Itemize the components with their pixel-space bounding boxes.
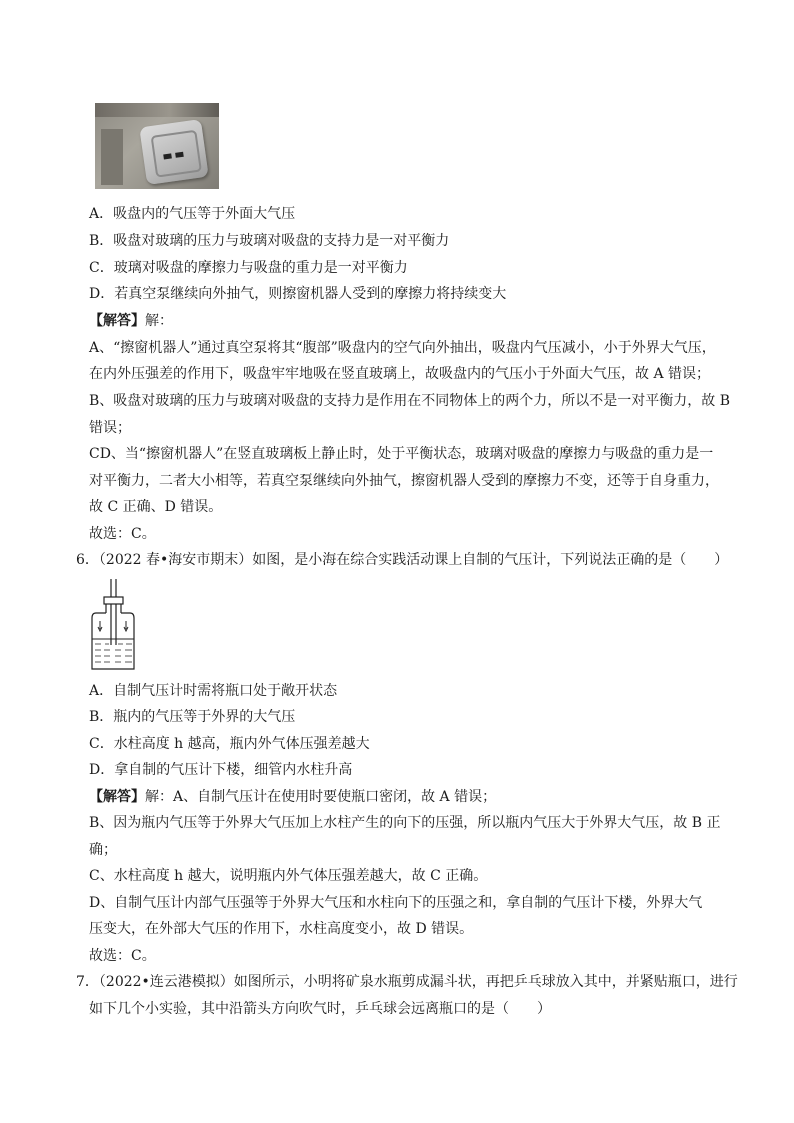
robot-icon	[139, 119, 208, 185]
window-robot-photo	[95, 103, 219, 189]
q5-answer-heading	[89, 311, 729, 331]
q7-stem-line: 7．（2022•连云港模拟）如图所示，小明将矿泉水瓶剪成漏斗状，再把乒乓球放入其中，并紧贴瓶口，进行	[76, 974, 738, 990]
q6-answer-choice: 故选：C。	[89, 948, 156, 964]
q5-answer-line: CD、当“擦窗机器人”在竖直玻璃板上静止时，处于平衡状态，玻璃对吸盘的摩擦力与吸盘的重力是一	[89, 446, 714, 462]
q5-answer-line: 错误；	[89, 420, 131, 436]
answer-first-line: 解：A、自制气压计在使用时要使瓶口密闭，故 A 错误；	[145, 789, 497, 805]
answer-label-suffix: 解：	[145, 313, 173, 329]
q5-answer-line: A、“擦窗机器人”通过真空泵将其“腹部”吸盘内的空气向外抽出，吸盘内气压减小，小于外界大气压，	[89, 340, 716, 356]
q7-stem-line: 如下几个小实验，其中沿箭头方向吹气时，乒乓球会远离瓶口的是（ ）	[89, 1001, 551, 1017]
q5-answer-choice: 故选：C。	[89, 526, 156, 542]
q5-option-b: B．吸盘对玻璃的压力与玻璃对吸盘的支持力是一对平衡力	[89, 233, 450, 249]
answer-label: 【解答】	[89, 789, 145, 805]
q6-stem: 6．（2022 春•海安市期末）如图，是小海在综合实践活动课上自制的气压计，下列说法正确的是（ ）	[76, 552, 729, 568]
q6-answer-line: 确；	[89, 842, 117, 858]
q6-answer-line: B、因为瓶内气压等于外界大气压加上水柱产生的向下的压强，所以瓶内气压大于外界大气压，故 B 正	[89, 815, 721, 831]
photo-frame-strip	[95, 103, 219, 117]
q5-option-c: C．玻璃对吸盘的摩擦力与吸盘的重力是一对平衡力	[89, 260, 408, 276]
q6-answer-line: C、水柱高度 h 越大，说明瓶内外气体压强差越大，故 C 正确。	[89, 868, 488, 884]
q6-option-b: B．瓶内的气压等于外界的大气压	[89, 709, 296, 725]
q6-option-d: D．拿自制的气压计下楼，细管内水柱升高	[89, 762, 353, 778]
photo-background-panel	[101, 129, 123, 185]
q5-option-d: D．若真空泵继续向外抽气，则擦窗机器人受到的摩擦力将持续变大	[89, 286, 507, 302]
q5-answer-line: B、吸盘对玻璃的压力与玻璃对吸盘的支持力是作用在不同物体上的两个力，所以不是一对平衡力，故 B	[89, 393, 731, 409]
q6-answer-line: 压变大，在外部大气压的作用下，水柱高度变小，故 D 错误。	[89, 921, 474, 937]
barometer-diagram	[88, 577, 138, 673]
q5-answer-line: 在内外压强差的作用下，吸盘牢牢地吸在竖直玻璃上，故吸盘内的气压小于外面大气压，故 A 错误；	[89, 366, 711, 382]
q5-option-a: A．吸盘内的气压等于外面大气压	[89, 206, 296, 222]
q6-answer-line: D、自制气压计内部气压强等于外界大气压和水柱向下的压强之和，拿自制的气压计下楼，外界大气	[89, 895, 703, 911]
q5-answer-line: 对平衡力，二者大小相等，若真空泵继续向外抽气，擦窗机器人受到的摩擦力不变，还等于自身重力，	[89, 473, 719, 489]
q5-answer-line: 故 C 正确、D 错误。	[89, 499, 223, 515]
q6-answer-heading	[89, 787, 729, 807]
answer-label: 【解答】	[89, 313, 145, 329]
q6-option-a: A．自制气压计时需将瓶口处于敞开状态	[89, 683, 338, 699]
q6-option-c: C．水柱高度 h 越高，瓶内外气体压强差越大	[89, 736, 370, 752]
